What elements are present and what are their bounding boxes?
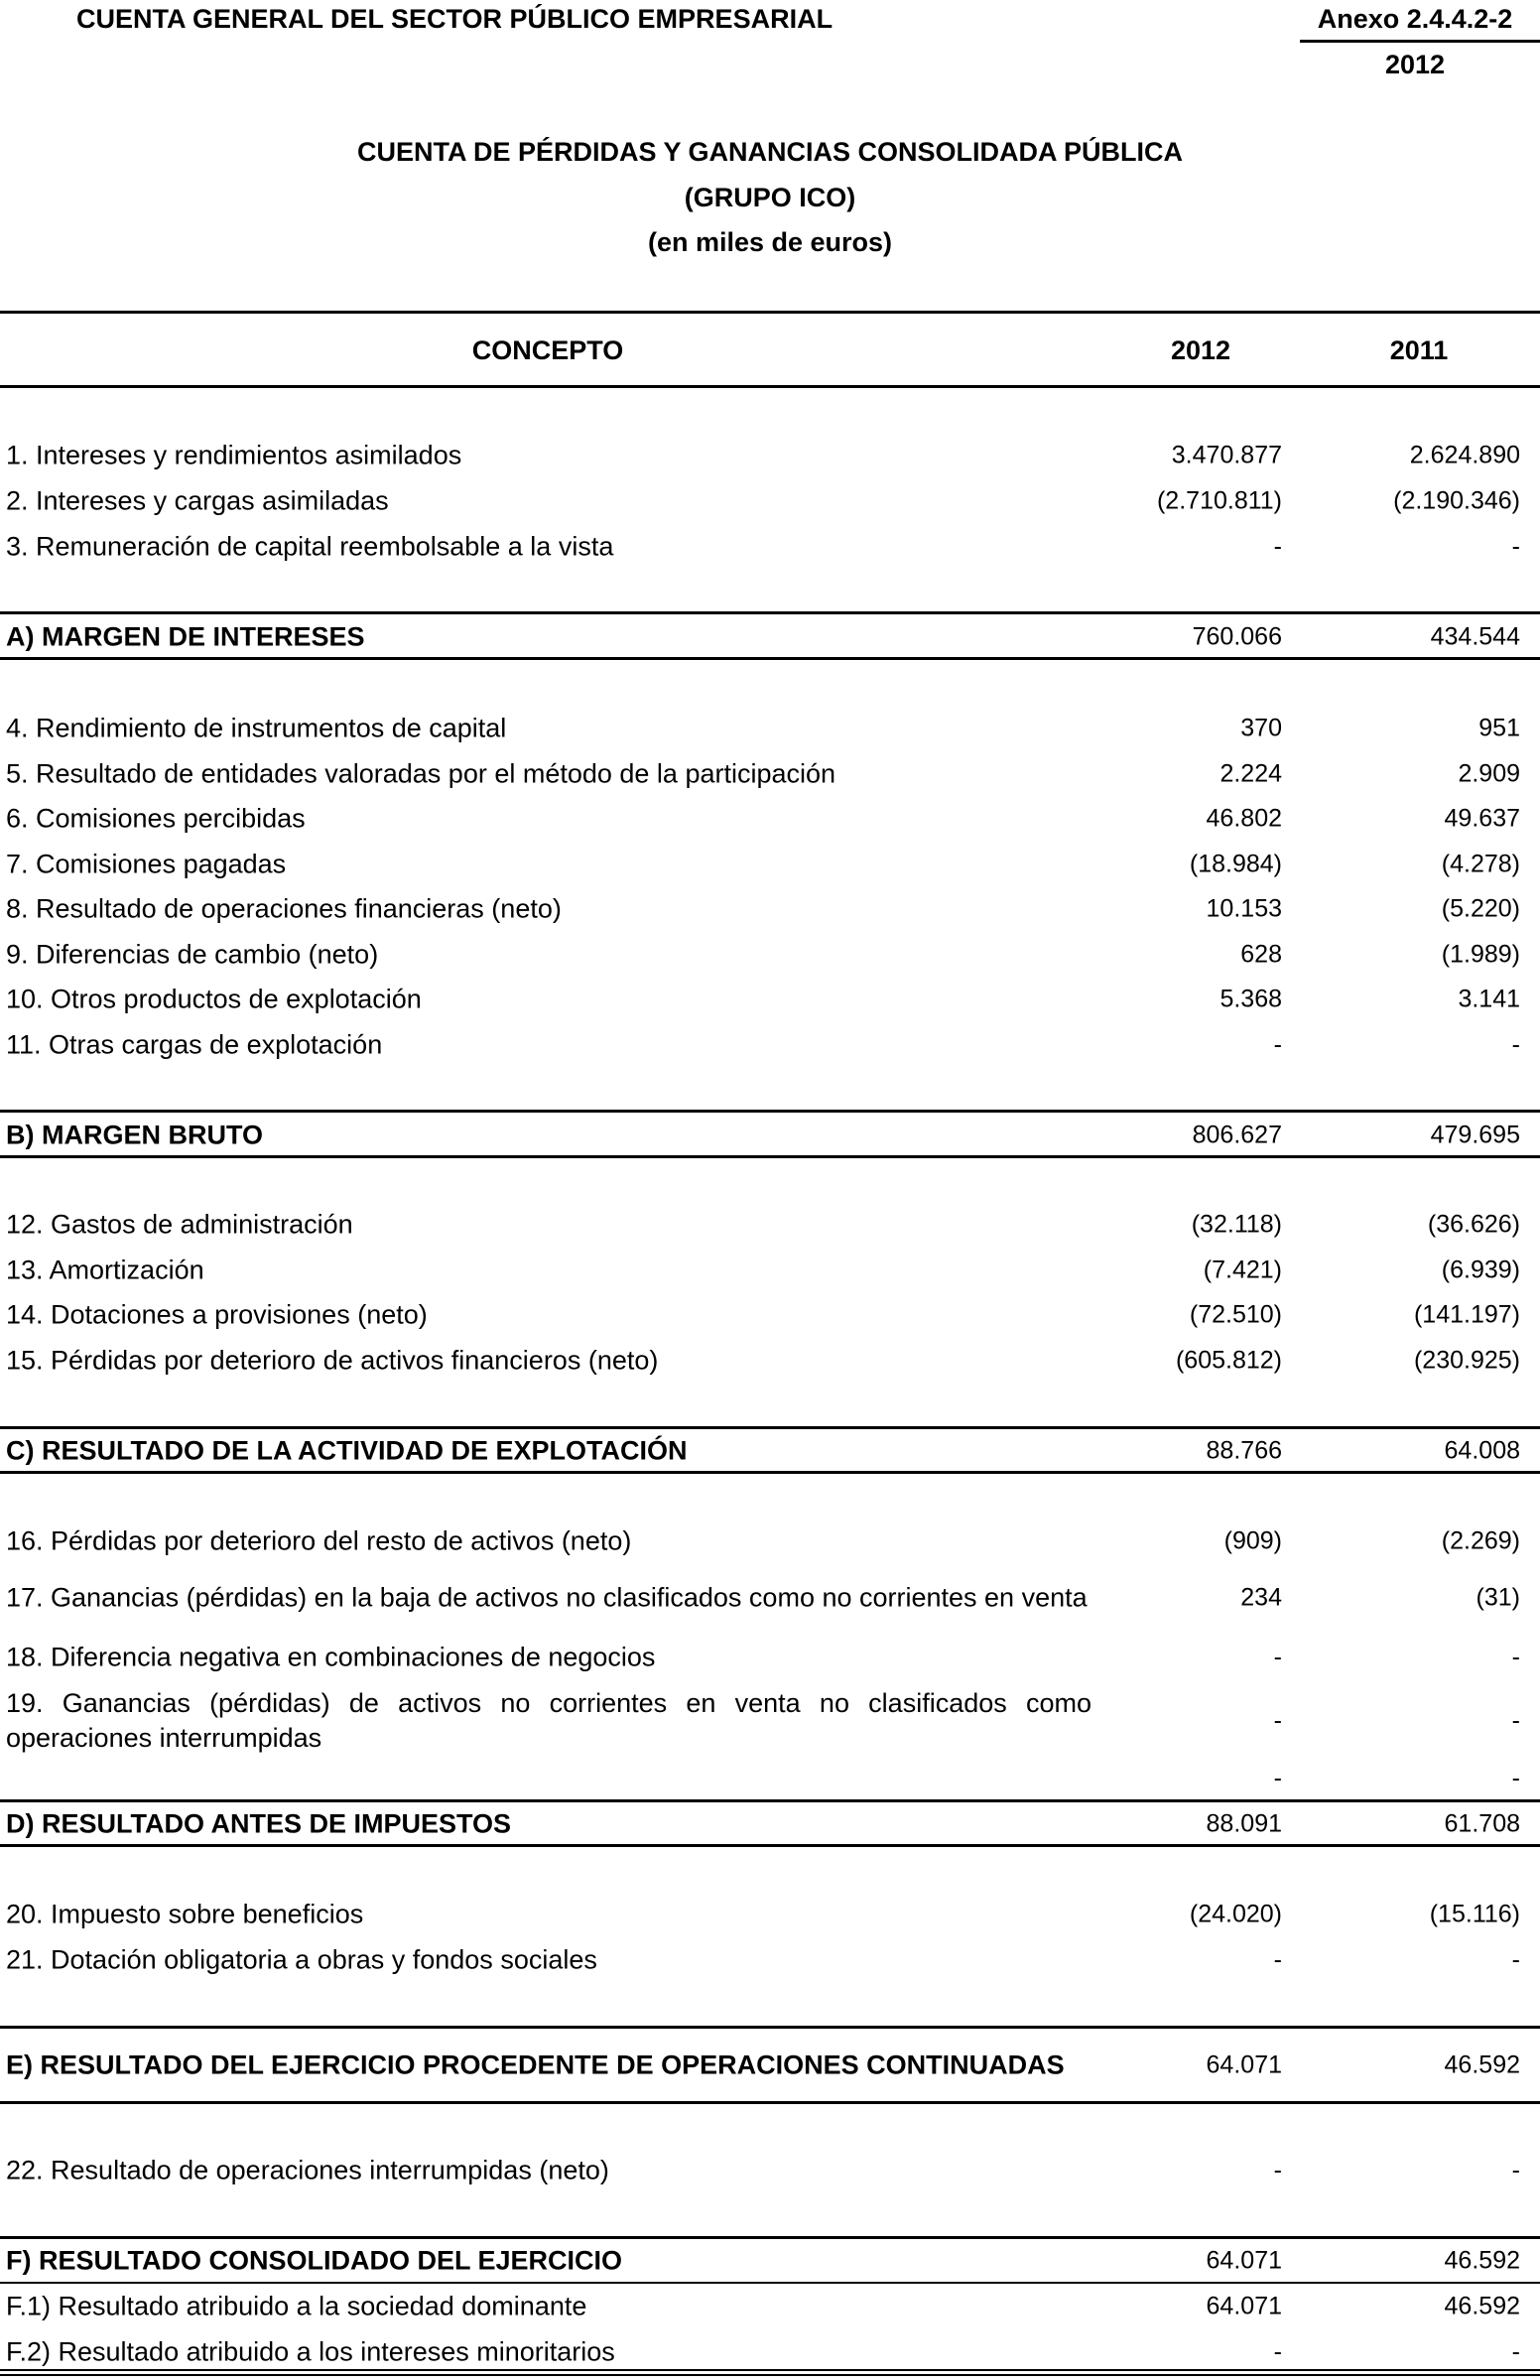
column-header-rule bbox=[0, 385, 1540, 388]
table-row: 3. Remuneración de capital reembolsable a la vista - - bbox=[6, 531, 1520, 562]
table-row: 21. Dotación obligatoria a obras y fondos sociales - - bbox=[6, 1944, 1520, 1975]
table-row: 18. Diferencia negativa en combinaciones de negocios - - bbox=[6, 1642, 1520, 1672]
table-row: 5. Resultado de entidades valoradas por el método de la participación 2.224 2.909 bbox=[6, 758, 1520, 789]
table-row: 11. Otras cargas de explotación - - bbox=[6, 1029, 1520, 1060]
report-year: 2012 bbox=[1384, 50, 1446, 79]
table-row: 12. Gastos de administración (32.118) (36.626) bbox=[6, 1209, 1520, 1240]
table-row: 17. Ganancias (pérdidas) en la baja de activos no clasificados como no corrientes en venta 234 (31) bbox=[6, 1582, 1520, 1613]
table-row: 13. Amortización (7.421) (6.939) bbox=[6, 1255, 1520, 1285]
table-row: 1. Intereses y rendimientos asimilados 3.470.877 2.624.890 bbox=[6, 440, 1520, 470]
table-bottom-rule bbox=[0, 2374, 1540, 2376]
section-rule bbox=[0, 1155, 1540, 1158]
report-title: CUENTA DE PÉRDIDAS Y GANANCIAS CONSOLIDADA PÚBLICA bbox=[356, 137, 1184, 167]
subtotal-row-margen-intereses: A) MARGEN DE INTERESES 760.066 434.544 bbox=[6, 621, 1520, 652]
table-row: 19. Ganancias (pérdidas) de activos no corrientes en venta no clasificados como operaciones interrumpidas - - bbox=[6, 1688, 1520, 1753]
table-row: F.1) Resultado atribuido a la sociedad dominante 64.071 46.592 bbox=[6, 2291, 1520, 2321]
table-row: 14. Dotaciones a provisiones (neto) (72.510) (141.197) bbox=[6, 1299, 1520, 1330]
table-row: 6. Comisiones percibidas 46.802 49.637 bbox=[6, 803, 1520, 834]
table-bottom-rule bbox=[0, 2369, 1540, 2371]
section-rule bbox=[0, 2101, 1540, 2104]
report-subtitle: (GRUPO ICO) bbox=[684, 183, 856, 212]
table-row: 4. Rendimiento de instrumentos de capital 370 951 bbox=[6, 713, 1520, 743]
subtotal-row-margen-bruto: B) MARGEN BRUTO 806.627 479.695 bbox=[6, 1120, 1520, 1150]
column-header-2011: 2011 bbox=[1389, 335, 1449, 365]
column-header-concept: CONCEPTO bbox=[471, 335, 624, 365]
header-divider bbox=[1300, 40, 1540, 43]
subtotal-row-operaciones-continuadas: E) RESULTADO DEL EJERCICIO PROCEDENTE DE OPERACIONES CONTINUADAS 64.071 46.592 bbox=[6, 2049, 1520, 2080]
report-units: (en miles de euros) bbox=[647, 227, 893, 257]
table-top-rule bbox=[0, 311, 1540, 314]
table-row: - - bbox=[1273, 1764, 1520, 1792]
table-row: 10. Otros productos de explotación 5.368 3.141 bbox=[6, 984, 1520, 1014]
table-row: 8. Resultado de operaciones financieras (neto) 10.153 (5.220) bbox=[6, 893, 1520, 924]
table-row: 7. Comisiones pagadas (18.984) (4.278) bbox=[6, 849, 1520, 879]
section-rule bbox=[0, 1844, 1540, 1847]
table-row: 9. Diferencias de cambio (neto) 628 (1.989) bbox=[6, 939, 1520, 970]
entity-title: CUENTA GENERAL DEL SECTOR PÚBLICO EMPRESARIAL bbox=[76, 4, 834, 34]
column-header-2012: 2012 bbox=[1170, 335, 1231, 365]
total-row-resultado-consolidado: F) RESULTADO CONSOLIDADO DEL EJERCICIO 64.071 46.592 bbox=[6, 2245, 1520, 2276]
table-row: 15. Pérdidas por deterioro de activos financieros (neto) (605.812) (230.925) bbox=[6, 1345, 1520, 1376]
section-rule bbox=[0, 657, 1540, 660]
section-rule bbox=[0, 1471, 1540, 1474]
annex-label: Anexo 2.4.4.2-2 bbox=[1317, 4, 1513, 34]
table-row: 20. Impuesto sobre beneficios (24.020) (15.116) bbox=[6, 1899, 1520, 1929]
table-row: 16. Pérdidas por deterioro del resto de activos (neto) (909) (2.269) bbox=[6, 1525, 1520, 1556]
table-row: 22. Resultado de operaciones interrumpidas (neto) - - bbox=[6, 2155, 1520, 2185]
table-row: F.2) Resultado atribuido a los intereses minoritarios - - bbox=[6, 2336, 1520, 2367]
subtotal-row-resultado-antes-impuestos: D) RESULTADO ANTES DE IMPUESTOS 88.091 61.708 bbox=[6, 1808, 1520, 1839]
subtotal-row-resultado-explotacion: C) RESULTADO DE LA ACTIVIDAD DE EXPLOTACIÓN 88.766 64.008 bbox=[6, 1435, 1520, 1466]
table-row: 2. Intereses y cargas asimiladas (2.710.811) (2.190.346) bbox=[6, 485, 1520, 516]
